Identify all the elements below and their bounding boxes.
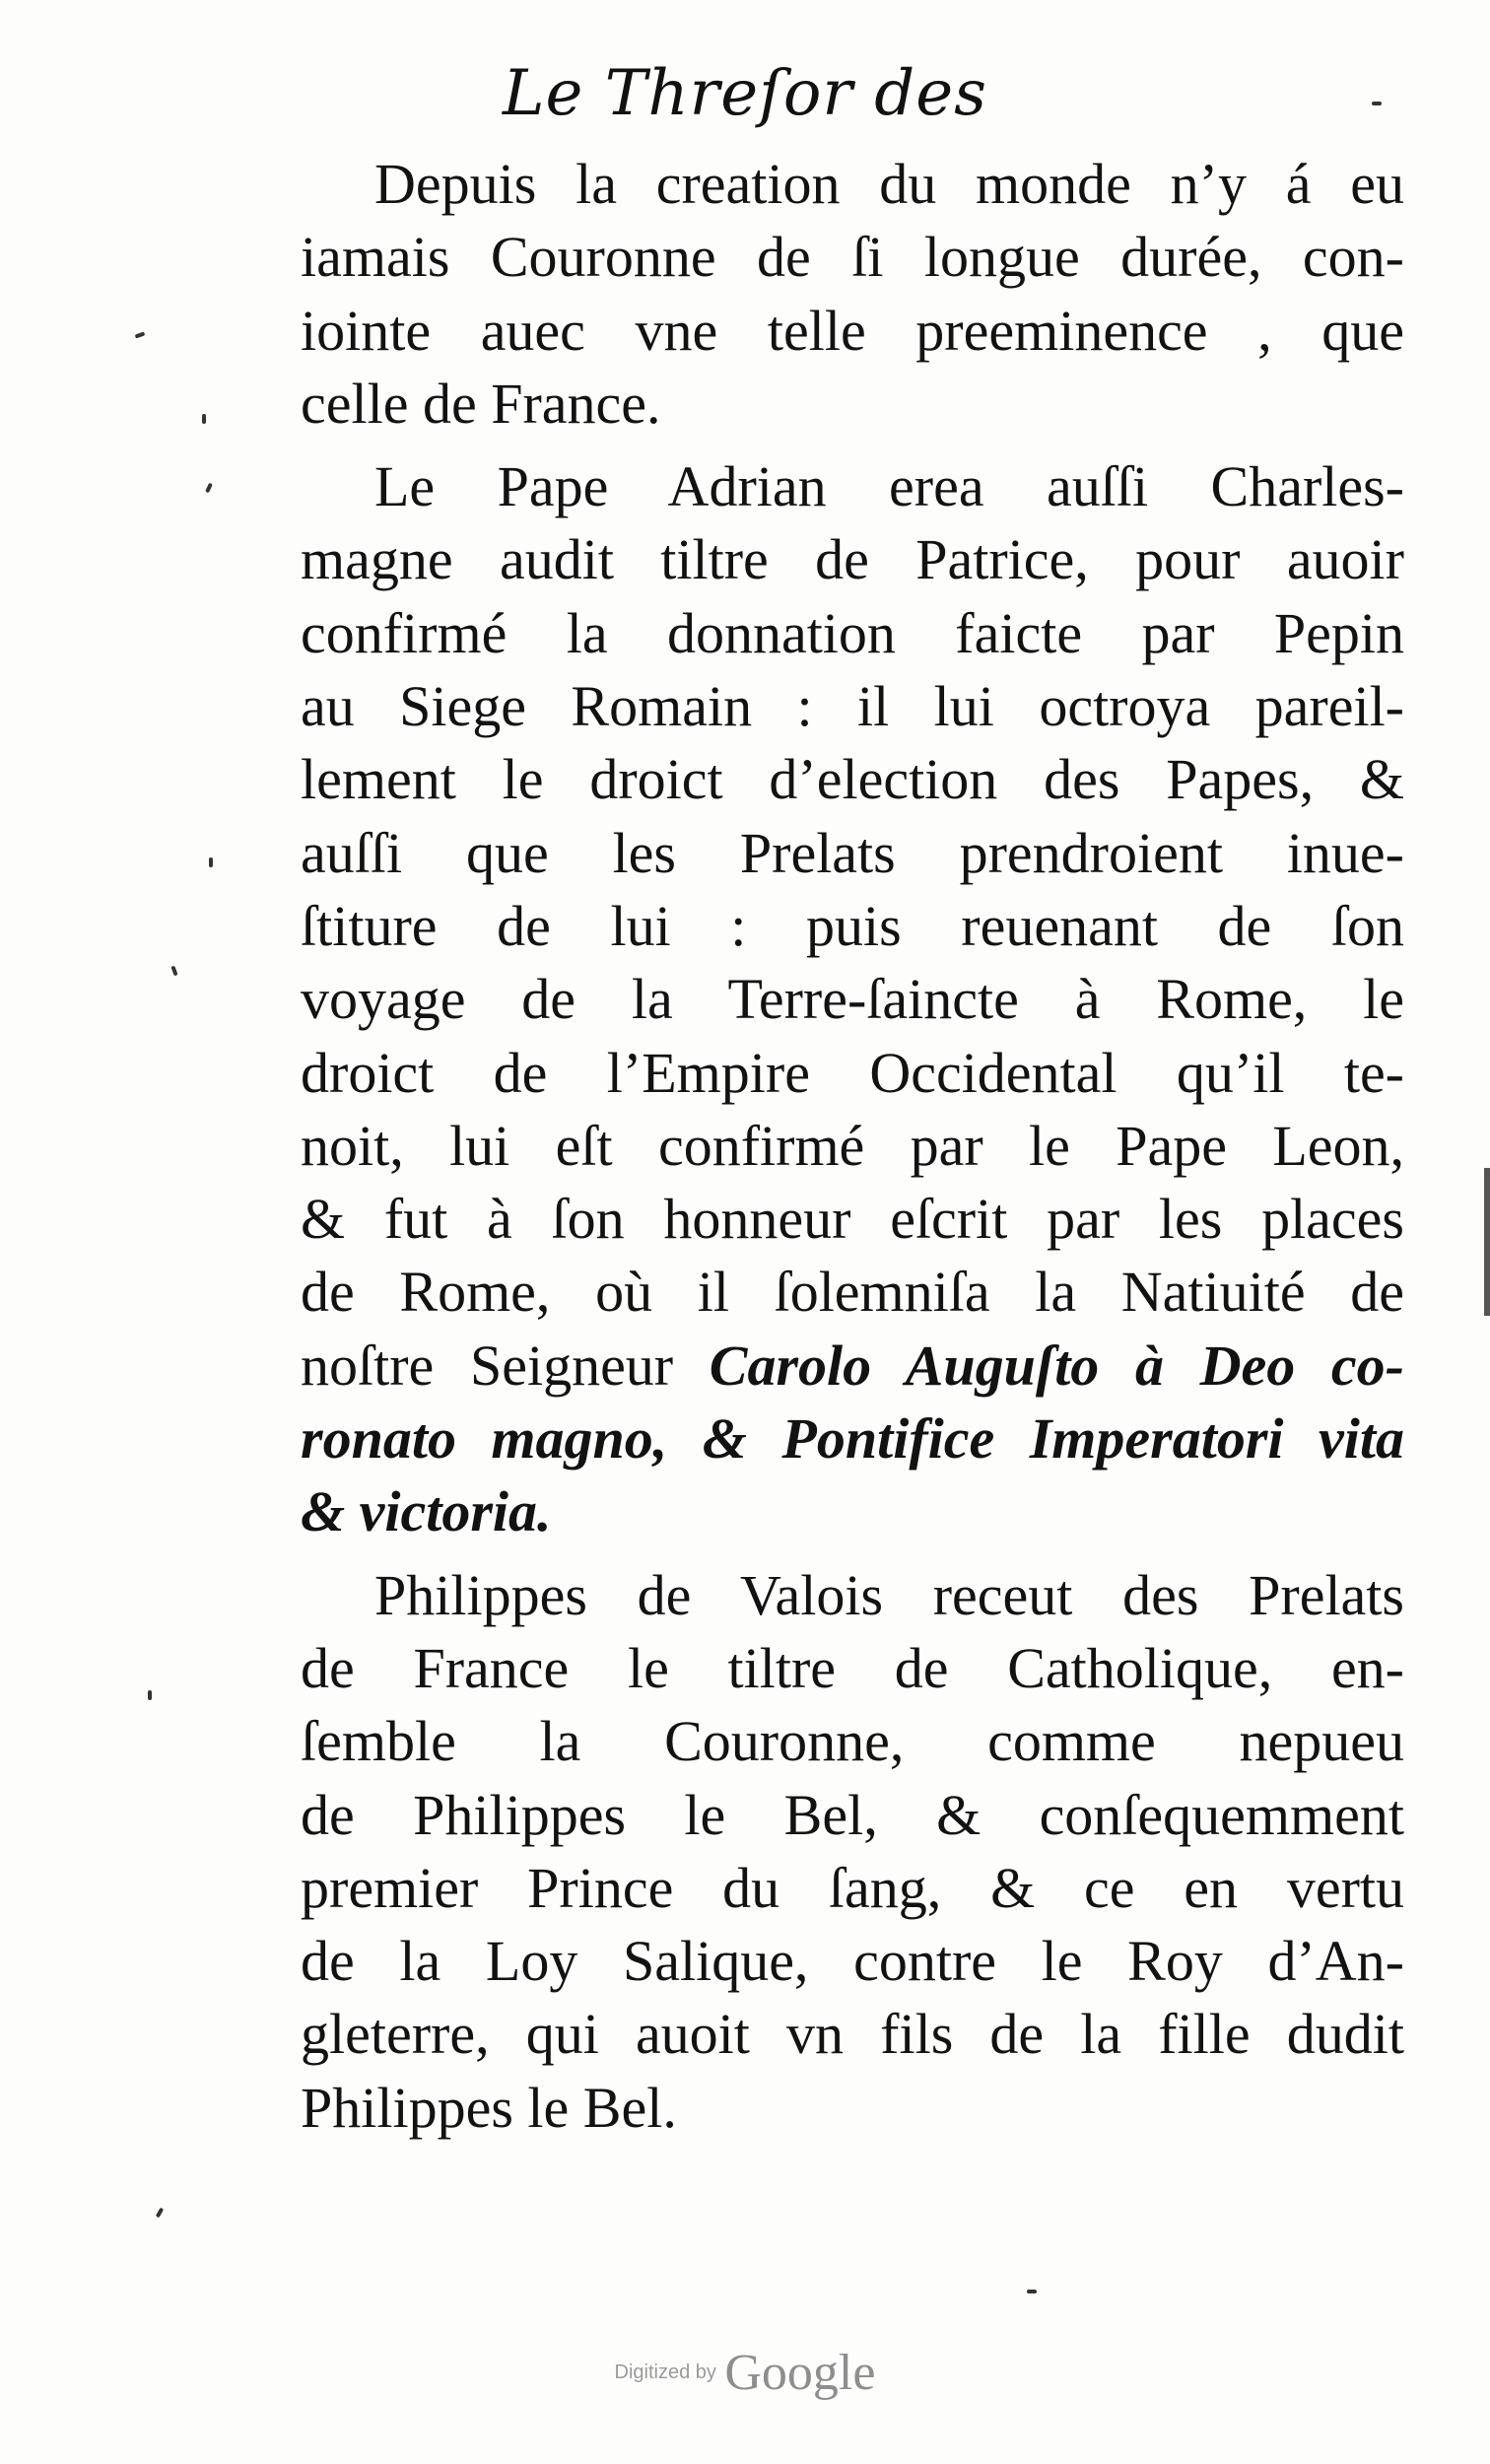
text-line: gleterre, qui auoit vn fils de la fille dudit <box>301 2002 1404 2067</box>
scan-speck <box>1027 2290 1037 2293</box>
google-logo: Google <box>724 2345 876 2401</box>
text-line: ſemble la Couronne, comme nepueu <box>301 1709 1404 1774</box>
text-line: de France le tiltre de Catholique, en- <box>301 1635 1404 1700</box>
italic-latin-text: & victoria. <box>301 1479 552 1544</box>
page-edge-mark <box>1484 1168 1490 1316</box>
text-line: iamais Couronne de ſi longue durée, con- <box>301 225 1404 290</box>
italic-latin-text: Carolo Auguſto à Deo co- <box>709 1333 1404 1398</box>
text-line: de la Loy Salique, contre le Roy d’An- <box>301 1929 1404 1994</box>
digitized-by-label: Digitized by <box>614 2361 716 2383</box>
text-line: Depuis la creation du monde n’y á eu <box>374 152 1404 216</box>
text-line: magne audit tiltre de Patrice, pour auoir <box>301 527 1404 592</box>
roman-text: noſtre Seigneur <box>301 1333 710 1398</box>
text-line-mixed <box>301 1475 1404 1548</box>
text-line: ſtiture de lui : puis reuenant de ſon <box>301 893 1404 958</box>
text-line: & fut à ſon honneur eſcrit par les places <box>301 1187 1404 1252</box>
body-text <box>301 148 1404 2145</box>
scan-speck <box>148 1690 152 1700</box>
paragraph-2 <box>301 450 1404 1548</box>
text-line: lement le droict d’election des Papes, & <box>301 747 1404 812</box>
paragraph-gap <box>301 1549 1404 1559</box>
text-line: au Siege Romain : il lui octroya pareil- <box>301 674 1404 739</box>
scan-speck <box>170 966 177 977</box>
scan-speck <box>1372 102 1382 105</box>
text-line: auſſi que les Prelats prendroient inue- <box>301 820 1404 885</box>
scan-speck <box>156 2208 164 2219</box>
paragraph-3 <box>301 1559 1404 2145</box>
text-line-mixed <box>301 1330 1404 1403</box>
scan-speck <box>202 414 206 424</box>
text-line: confirmé la donnation faicte par Pepin <box>301 600 1404 665</box>
text-line: Le Pape Adrian erea auſſi Charles- <box>374 454 1404 519</box>
text-line: noit, lui eſt confirmé par le Pape Leon, <box>301 1113 1404 1178</box>
text-line: celle de France. <box>301 371 661 436</box>
paragraph-1 <box>301 148 1404 441</box>
paragraph-gap <box>301 441 1404 450</box>
text-line: droict de l’Empire Occidental qu’il te- <box>301 1040 1404 1105</box>
scan-speck <box>135 331 146 338</box>
text-line: iointe auec vne telle preeminence , que <box>301 298 1404 363</box>
text-line: Philippes le Bel. <box>301 2075 677 2140</box>
italic-latin-text: ronato magno, & Pontifice Imperatori vita <box>301 1406 1404 1472</box>
text-line: voyage de la Terre-ſaincte à Rome, le <box>301 967 1404 1032</box>
text-line: Philippes de Valois receut des Prelats <box>374 1562 1404 1627</box>
digitized-by-google-watermark <box>0 2344 1490 2402</box>
text-line: premier Prince du ſang, & ce en vertu <box>301 1855 1404 1920</box>
text-line: de Rome, où il ſolemniſa la Natiuité de <box>301 1260 1404 1325</box>
running-head: Le Threſor des <box>503 57 987 130</box>
scan-speck <box>205 483 213 494</box>
scan-speck <box>209 857 213 867</box>
text-line-mixed <box>301 1403 1404 1475</box>
text-line: de Philippes le Bel, & conſequemment <box>301 1782 1404 1847</box>
